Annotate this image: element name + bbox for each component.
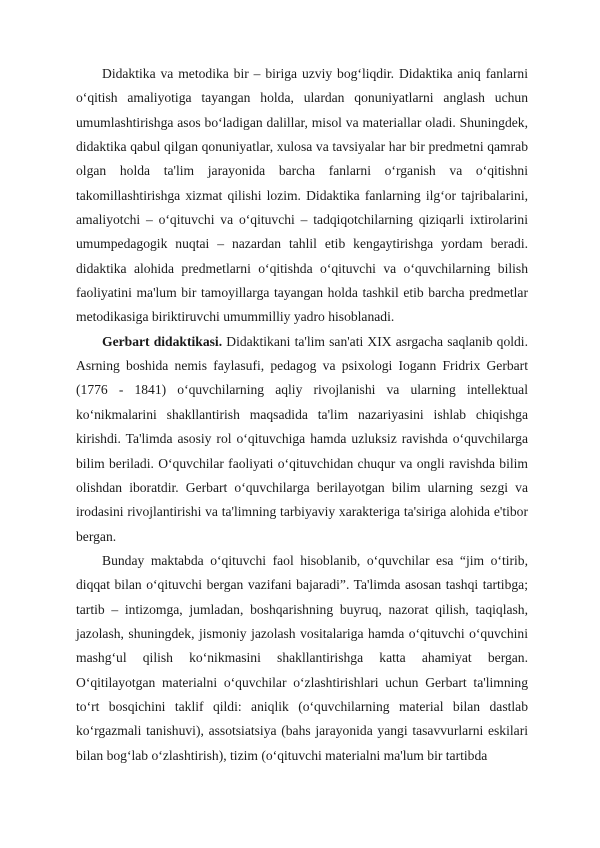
paragraph-text: Didaktika va metodika bir – biriga uzviy bog‘liqdir. Didaktika aniq fanlarni o‘qitish amaliyotiga tayangan holda, ulardan qonuniyatlarni anglash uchun umumlashtirishga asos bo‘ladigan dalillar, misol va materiallar oladi. Shuningdek, didaktika qabul qilgan qonuniyatlar, xulosa va tavsiyalar har bir predmetni qamrab olgan holda ta'lim jarayonida barcha fanlarni o‘rganish va o‘qitishni takomillashtirishga xizmat qilishi lozim. Didaktika fanlarning ilg‘or tajribalarini, amaliyotchi – o‘qituvchi va o‘qituvchi – tadqiqotchilarning qiziqarli ixtirolarini umumpedagogik nuqtai – nazardan tahlil etib kengaytirishga yordam beradi. didaktika alohida predmetlarni o‘qitishda o‘qituvchi va o‘quvchilarning bilish faoliyatini ma'lum bir tamoyillarga tayangan holda tashkil etib barcha predmetlar metodikasiga biriktiruvchi umummilliy yadro hisoblanadi.	[76, 66, 528, 325]
paragraph-text: Bunday maktabda o‘qituvchi faol hisoblanib, o‘quvchilar esa “jim o‘tirib, diqqat bilan o‘qituvchi bergan vazifani bajaradi”. Ta'limda asosan tashqi tartibga; tartib – intizomga, jumladan, boshqarishning buyruq, nazorat qilish, taqiqlash, jazolash, shuningdek, jismoniy jazolash vositalariga hamda o‘qituvchi o‘quvchini mashg‘ul qilish ko‘nikmasini shakllantirishga katta ahamiyat bergan. O‘qitilayotgan materialni o‘quvchilar o‘zlashtirishlari uchun Gerbart ta'limning to‘rt bosqichini taklif qildi: aniqlik (o‘quvchilarning material bilan dastlab ko‘rgazmali tanishuvi), assotsiatsiya (bahs jarayonida yangi tasavvurlarni eskilari bilan bog‘lab o‘zlashtirish), tizim (o‘qituvchi materialni ma'lum bir tartibda	[76, 552, 528, 763]
paragraph-text: Didaktikani ta'lim san'ati XIX asrgacha saqlanib qoldi. Asrning boshida nemis faylasufi, pedagog va psixologi Iogann Fridrix Gerbart (1776 - 1841) o‘quvchilarning aqliy rivojlanishi va ularning intellektual ko‘nikmalarini shakllantirish maqsadida ta'lim nazariyasini ishlab chiqishga kirishdi. Ta'limda asosiy rol o‘qituvchiga hamda uzluksiz ravishda o‘quvchilarga bilim beriladi. O‘quvchilar faoliyati o‘qituvchidan chuqur va ongli ravishda bilim olishdan iboratdir. Gerbart o‘quvchilarga berilayotgan bilim ularning sezgi va irodasini rivojlantirishi va ta'limning tarbiyaviy xarakteriga ta'siriga alohida e'tibor bergan.	[76, 333, 528, 544]
paragraph-gerbart-didactics	[76, 330, 528, 549]
section-heading: Gerbart didaktikasi.	[102, 333, 223, 349]
paragraph-school-teacher	[76, 549, 528, 768]
paragraph-didactics-methodology	[76, 62, 528, 330]
document-page	[76, 62, 528, 768]
